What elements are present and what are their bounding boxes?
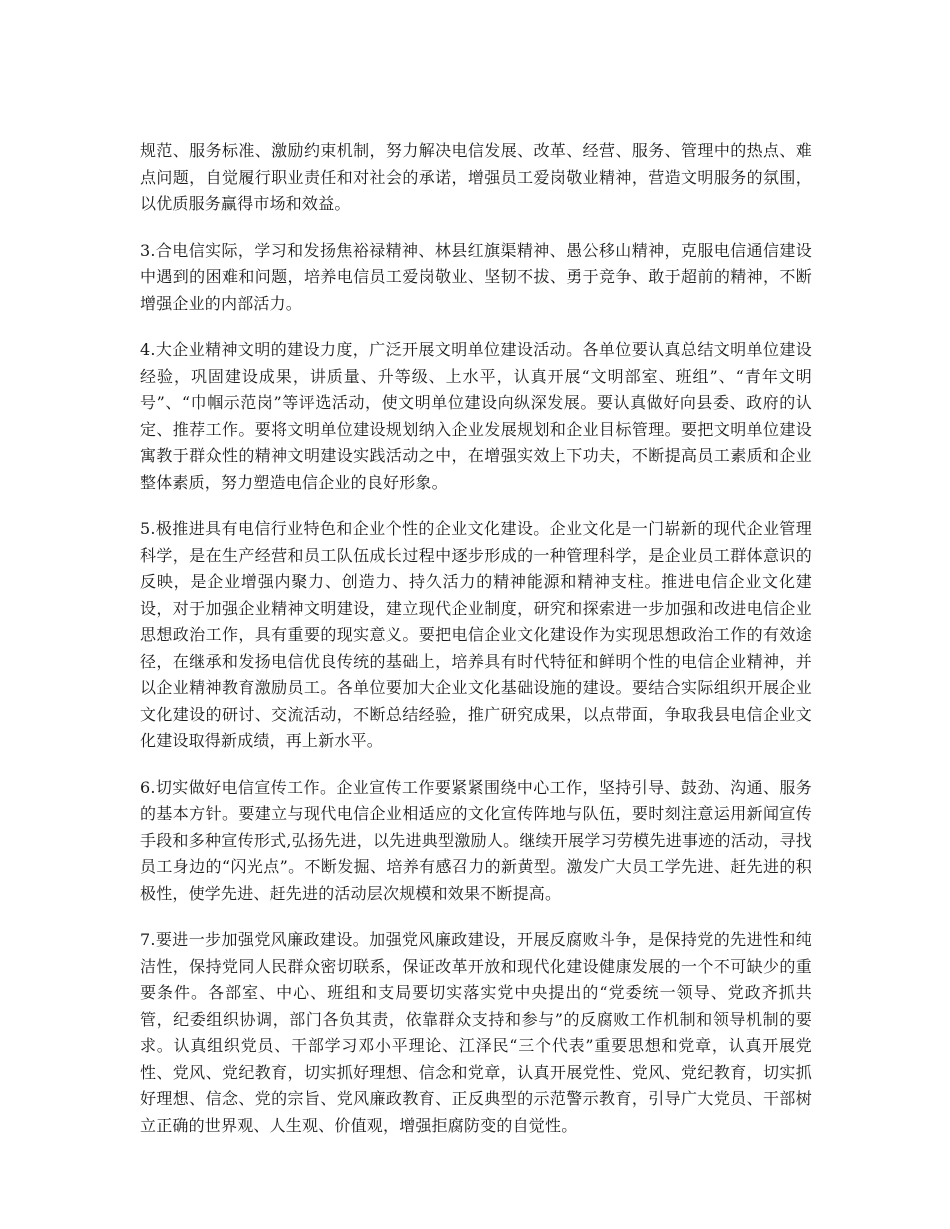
paragraph-7: 7.要进一步加强党风廉政建设。加强党风廉政建设，开展反腐败斗争，是保持党的先进性和纯洁性，保持党同人民群众密切联系，保证改革开放和现代化建设健康发展的一个不可缺少的重要条件。各部室、中心、班组和支局要切实落实党中央提出的“党委统一领导、党政齐抓共管，纪委组织协调，部门各负其责，依靠群众支持和参与”的反腐败工作机制和领导机制的要求。认真组织党员、干部学习邓小平理论、江泽民“三个代表”重要思想和党章，认真开展党性、党风、党纪教育，切实抓好理想、信念和党章，认真开展党性、党风、党纪教育，切实抓好理想、信念、党的宗旨、党风廉政教育、正反典型的示范警示教育，引导广大党员、干部树立正确的世界观、人生观、价值观，增强拒腐防变的自觉性。 [140, 930, 812, 1135]
paragraph-5: 5.极推进具有电信行业特色和企业个性的企业文化建设。企业文化是一门崭新的现代企业管理科学，是在生产经营和员工队伍成长过程中逐步形成的一种管理科学，是企业员工群体意识的反映，是企业增强内聚力、创造力、持久活力的精神能源和精神支柱。推进电信企业文化建设，对于加强企业精神文明建设，建立现代企业制度，研究和探索进一步加强和改进电信企业思想政治工作，具有重要的现实意义。要把电信企业文化建设作为实现思想政治工作的有效途径，在继承和发扬电信优良传统的基础上，培养具有时代特征和鲜明个性的电信企业精神，并以企业精神教育激励员工。各单位要加大企业文化基础设施的建设。要结合实际组织开展企业文化建设的研讨、交流活动，不断总结经验，推广研究成果，以点带面，争取我县电信企业文化建设取得新成绩，再上新水平。 [140, 519, 812, 750]
paragraph-3: 3.合电信实际，学习和发扬焦裕禄精神、林县红旗渠精神、愚公移山精神，克服电信通信建设中遇到的困难和问题，培养电信员工爱岗敬业、坚韧不拔、勇于竞争、敢于超前的精神，不断增强企业的内部活力。 [140, 240, 812, 313]
paragraph-6: 6.切实做好电信宣传工作。企业宣传工作要紧紧围绕中心工作，坚持引导、鼓劲、沟通、服务的基本方针。要建立与现代电信企业相适应的文化宣传阵地与队伍，要时刻注意运用新闻宣传手段和多种宣传形式,弘扬先进，以先进典型激励人。继续开展学习劳模先进事迹的活动，寻找员工身边的“闪光点”。不断发掘、培养有感召力的新黄型。激发广大员工学先进、赶先进的积极性，使学先进、赶先进的活动层次规模和效果不断提高。 [140, 777, 812, 903]
document-body [140, 138, 812, 1159]
paragraph-4: 4.大企业精神文明的建设力度，广泛开展文明单位建设活动。各单位要认真总结文明单位建设经验，巩固建设成果，讲质量、升等级、上水平，认真开展“文明部室、班组”、“青年文明号”、“巾帼示范岗”等评选活动，使文明单位建设向纵深发展。要认真做好向县委、政府的认定、推荐工作。要将文明单位建设规划纳入企业发展规划和企业目标管理。要把文明单位建设寓教于群众性的精神文明建设实践活动之中，在增强实效上下功夫，不断提高员工素质和企业整体素质，努力塑造电信企业的良好形象。 [140, 340, 812, 492]
paragraph-continuation: 规范、服务标准、激励约束机制，努力解决电信发展、改革、经营、服务、管理中的热点、难点问题，自觉履行职业责任和对社会的承诺，增强员工爱岗敬业精神，营造文明服务的氛围，以优质服务赢得市场和效益。 [140, 141, 812, 213]
